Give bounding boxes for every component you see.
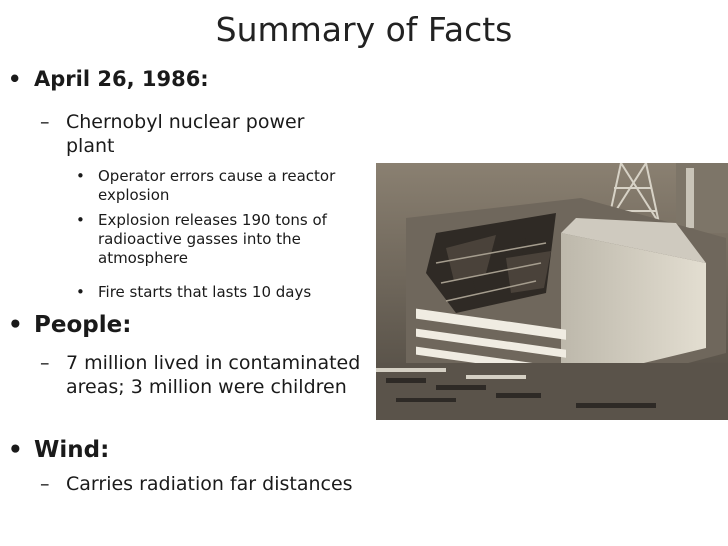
- detail-fire: Fire starts that lasts 10 days: [98, 283, 312, 301]
- reactor-photo: [376, 163, 728, 420]
- detail-explosion-releases: Explosion releases 190 tons of radioactive gasses into the atmosphere: [98, 211, 327, 267]
- heading-date: April 26, 1986:: [34, 67, 209, 91]
- bullet-icon: •: [76, 167, 85, 185]
- bullet-icon: •: [8, 67, 22, 91]
- sub-point-plant: Chernobyl nuclear power plant: [66, 111, 305, 157]
- bullet-icon: •: [76, 211, 85, 229]
- slide-title: Summary of Facts: [215, 10, 513, 49]
- dash-icon: –: [40, 111, 50, 133]
- heading-people: People:: [34, 312, 132, 338]
- dash-icon: –: [40, 352, 50, 374]
- detail-operator-errors: Operator errors cause a reactor explosion: [98, 167, 336, 204]
- bullet-icon: •: [8, 312, 23, 338]
- bullet-icon: •: [8, 437, 23, 463]
- reactor-photo-image: [376, 163, 728, 420]
- sub-point-wind: Carries radiation far distances: [66, 473, 353, 495]
- bullet-icon: •: [76, 283, 85, 301]
- sub-point-people: 7 million lived in contaminated areas; 3 million were children: [66, 352, 361, 398]
- heading-wind: Wind:: [34, 437, 110, 463]
- dash-icon: –: [40, 473, 50, 495]
